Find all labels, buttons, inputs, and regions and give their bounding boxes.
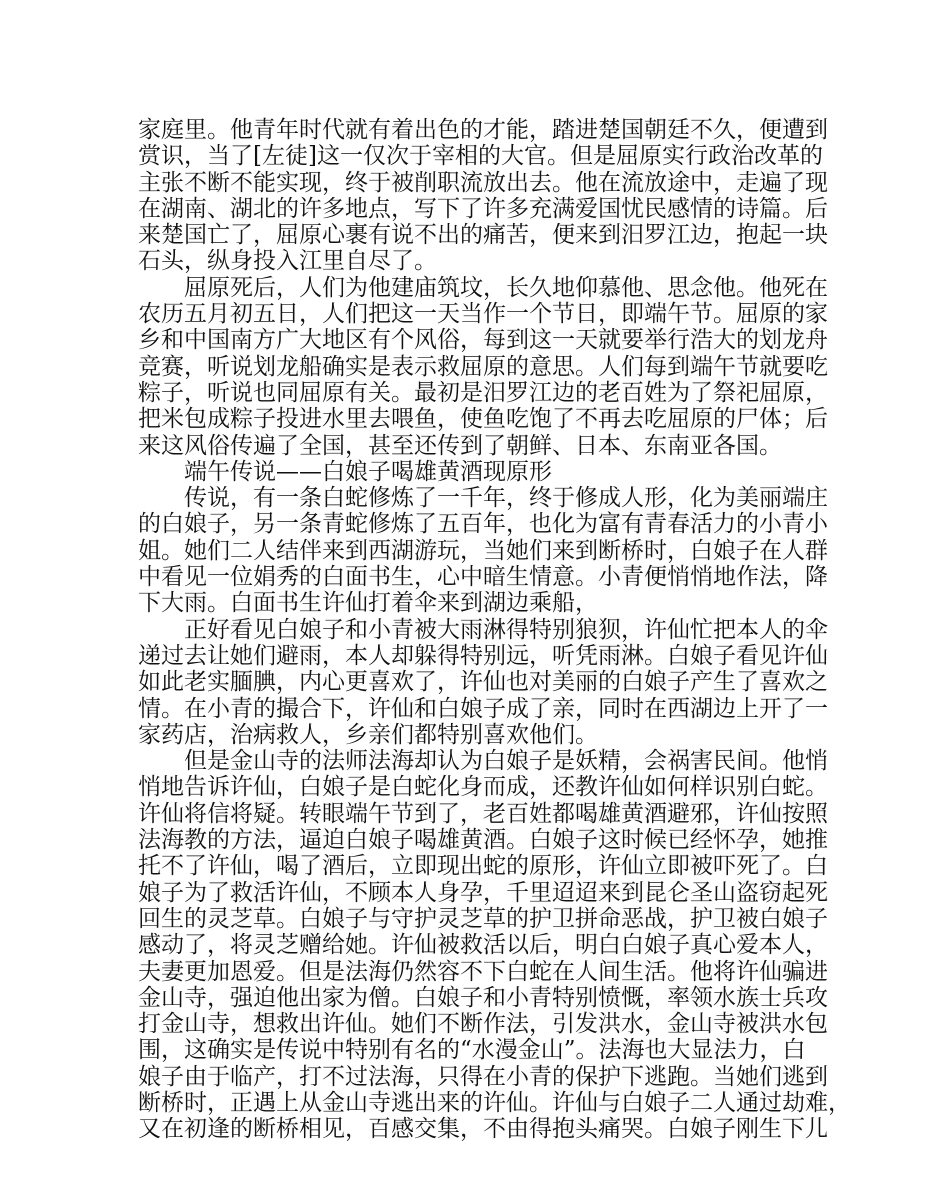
text-line: 赏识，当了[左徒]这一仅次于宰相的大官。但是屈原实行政治改革的: [138, 143, 823, 170]
text-line: 情。在小青的撮合下，许仙和白娘子成了亲，同时在西湖边上开了一: [138, 695, 828, 722]
text-line: 金山寺，强迫他出家为僧。白娘子和小青特别愤慨，率领水族士兵攻: [138, 984, 828, 1011]
document-body: [138, 117, 851, 1143]
text-line: 的白娘子，另一条青蛇修炼了五百年，也化为富有青春活力的小青小: [138, 511, 828, 538]
text-line: 回生的灵芝草。白娘子与守护灵芝草的护卫拼命恶战，护卫被白娘子: [138, 905, 828, 932]
text-line: 娘子为了救活许仙，不顾本人身孕，千里迢迢来到昆仑圣山盗窃起死: [138, 879, 828, 906]
text-line: 把米包成粽子投进水里去喂鱼，使鱼吃饱了不再去吃屈原的尸体；后: [138, 406, 828, 433]
text-line: 下大雨。白面书生许仙打着伞来到湖边乘船，: [138, 590, 598, 617]
text-line: 中看见一位娟秀的白面书生，心中暗生情意。小青便悄悄地作法，降: [138, 564, 828, 591]
text-line: 托不了许仙，喝了酒后，立即现出蛇的原形，许仙立即被吓死了。白: [138, 853, 828, 880]
text-line: 递过去让她们避雨，本人却躲得特别远，听凭雨淋。白娘子看见许仙: [138, 642, 828, 669]
text-line: 端午传说——白娘子喝雄黄酒现原形: [184, 458, 552, 485]
text-line: 主张不断不能实现，终于被削职流放出去。他在流放途中，走遍了现: [138, 169, 828, 196]
text-line: 粽子，听说也同屈原有关。最初是汨罗江边的老百姓为了祭祀屈原，: [138, 379, 828, 406]
text-line: 打金山寺，想救出许仙。她们不断作法，引发洪水，金山寺被洪水包: [138, 1011, 828, 1038]
text-line: 乡和中国南方广大地区有个风俗，每到这一天就要举行浩大的划龙舟: [138, 327, 828, 354]
text-line: 如此老实腼腆，内心更喜欢了，许仙也对美丽的白娘子产生了喜欢之: [138, 669, 828, 696]
text-line: 夫妻更加恩爱。但是法海仍然容不下白蛇在人间生活。他将许仙骗进: [138, 958, 828, 985]
text-line: 悄地告诉许仙，白娘子是白蛇化身而成，还教许仙如何样识别白蛇。: [138, 774, 828, 801]
text-line: 来这风俗传遍了全国，甚至还传到了朝鲜、日本、东南亚各国。: [138, 432, 782, 459]
text-line: 竞赛，听说划龙船确实是表示救屈原的意思。人们每到端午节就要吃: [138, 353, 828, 380]
text-line: 在湖南、湖北的许多地点，写下了许多充满爱国忧民感情的诗篇。后: [138, 195, 828, 222]
text-line: 娘子由于临产，打不过法海，只得在小青的保护下逃跑。当她们逃到: [138, 1063, 828, 1090]
text-line: 家庭里。他青年时代就有着出色的才能，踏进楚国朝廷不久，便遭到: [138, 117, 828, 143]
text-line: 法海教的方法，逼迫白娘子喝雄黄酒。白娘子这时候已经怀孕，她推: [138, 827, 828, 854]
text-line: 石头，纵身投入江里自尽了。: [138, 248, 437, 275]
text-line: 农历五月初五日，人们把这一天当作一个节日，即端午节。屈原的家: [138, 301, 828, 328]
text-line: 但是金山寺的法师法海却认为白娘子是妖精，会祸害民间。他悄: [184, 748, 828, 775]
text-line: 许仙将信将疑。转眼端午节到了，老百姓都喝雄黄酒避邪，许仙按照: [138, 800, 828, 827]
text-line: 又在初逢的断桥相见，百感交集，不由得抱头痛哭。白娘子刚生下儿: [138, 1116, 828, 1143]
text-line: 传说，有一条白蛇修炼了一千年，终于修成人形，化为美丽端庄: [184, 485, 828, 512]
text-line: 正好看见白娘子和小青被大雨淋得特别狼狈，许仙忙把本人的伞: [184, 616, 828, 643]
text-line: 断桥时，正遇上从金山寺逃出来的许仙。许仙与白娘子二人通过劫难，: [138, 1089, 851, 1116]
text-line: 姐。她们二人结伴来到西湖游玩，当她们来到断桥时，白娘子在人群: [138, 537, 828, 564]
text-line: 屈原死后，人们为他建庙筑坟，长久地仰慕他、思念他。他死在: [184, 274, 828, 301]
text-line: 感动了，将灵芝赠给她。许仙被救活以后，明白白娘子真心爱本人，: [138, 932, 828, 959]
text-line: 来楚国亡了，屈原心裹有说不出的痛苦，便来到汨罗江边，抱起一块: [138, 222, 828, 249]
text-line: 家药店，治病救人，乡亲们都特别喜欢他们。: [138, 721, 598, 748]
text-line: 围，这确实是传说中特别有名的“水漫金山”。法海也大显法力，白: [138, 1037, 806, 1064]
